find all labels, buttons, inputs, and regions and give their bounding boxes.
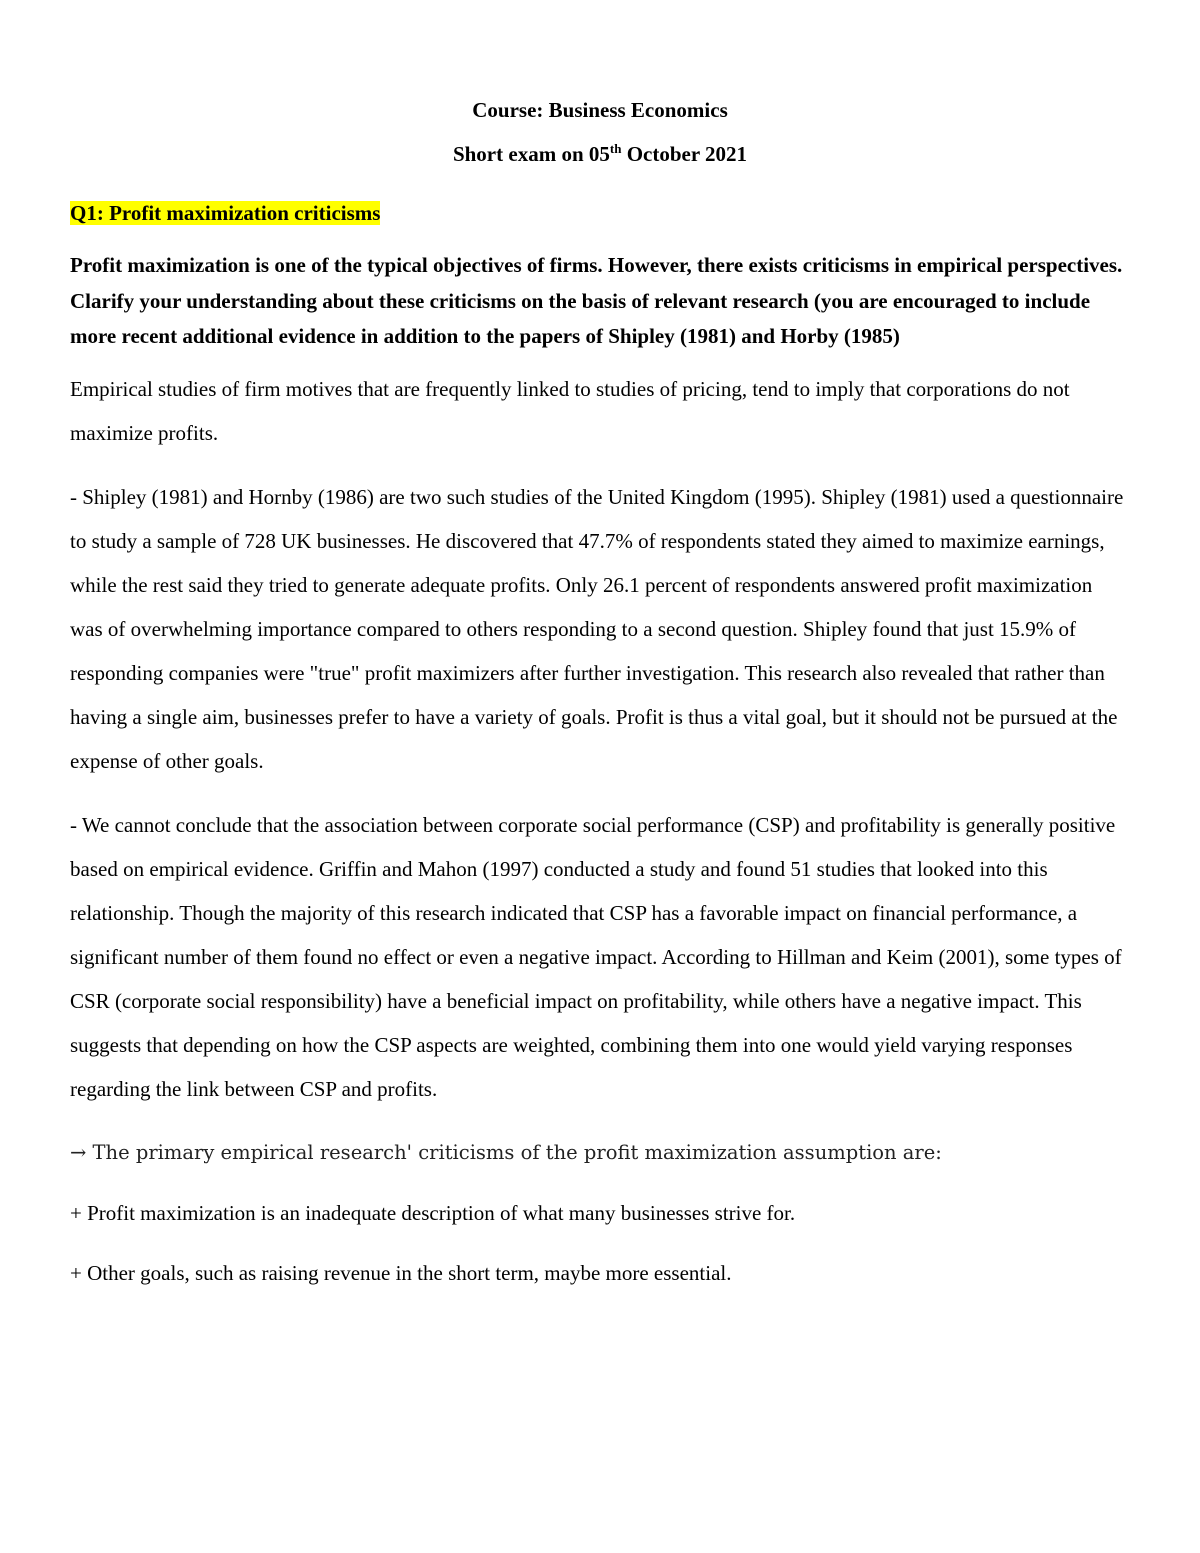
exam-date-ordinal: th <box>609 141 622 156</box>
course-title: Course: Business Economics <box>472 98 728 122</box>
summary-bullet-2: + Other goals, such as raising revenue in the short term, maybe more essential. <box>70 1260 732 1285</box>
question-heading <box>70 196 1130 230</box>
exam-date-line <box>70 136 1130 172</box>
question-heading-text: Q1: Profit maximization criticisms <box>70 201 381 225</box>
exam-date-suffix: October 2021 <box>621 142 748 166</box>
question-prompt: Profit maximization is one of the typical objectives of firms. However, there exists criticisms in empirical perspectives. Clarify your understanding about these criticisms on the basis of relevant research (you are encouraged to include more recent additional evidence in addition to the papers of Shipley (1981) and Horby (1985) <box>70 253 1123 348</box>
summary-bullet-1: + Profit maximization is an inadequate description of what many businesses strive for. <box>70 1200 796 1225</box>
answer-point-shipley: - Shipley (1981) and Hornby (1986) are two such studies of the United Kingdom (1995). Shipley (1981) used a questionnaire to study a sample of 728 UK businesses. He discovered that 47.7% of respondents stated they aimed to maximize earnings, while the rest said they tried to generate adequate profits. Only 26.1 percent of respondents answered profit maximization was of overwhelming importance compared to others responding to a second question. Shipley found that just 15.9% of responding companies were "true" profit maximizers after further investigation. This research also revealed that rather than having a single aim, businesses prefer to have a variety of goals. Profit is thus a vital goal, but it should not be pursued at the expense of other goals. <box>70 484 1124 773</box>
document-page <box>70 92 1130 1295</box>
exam-date-prefix: Short exam on 05 <box>452 142 610 166</box>
answer-point-csp: - We cannot conclude that the association between corporate social performance (CSP) and profitability is generally positive based on empirical evidence. Griffin and Mahon (1997) conducted a study and found 51 studies that looked into this relationship. Though the majority of this research indicated that CSP has a favorable impact on financial performance, a significant number of them found no effect or even a negative impact. According to Hillman and Keim (2001), some types of CSR (corporate social responsibility) have a beneficial impact on profitability, while others have a negative impact. This suggests that depending on how the CSP aspects are weighted, combining them into one would yield varying responses regarding the link between CSP and profits. <box>70 812 1122 1101</box>
answer-intro: Empirical studies of firm motives that are frequently linked to studies of pricing, tend to imply that corporations do not maximize profits. <box>70 376 1070 445</box>
summary-lead: → The primary empirical research' criticisms of the profit maximization assumption are: <box>70 1140 942 1164</box>
